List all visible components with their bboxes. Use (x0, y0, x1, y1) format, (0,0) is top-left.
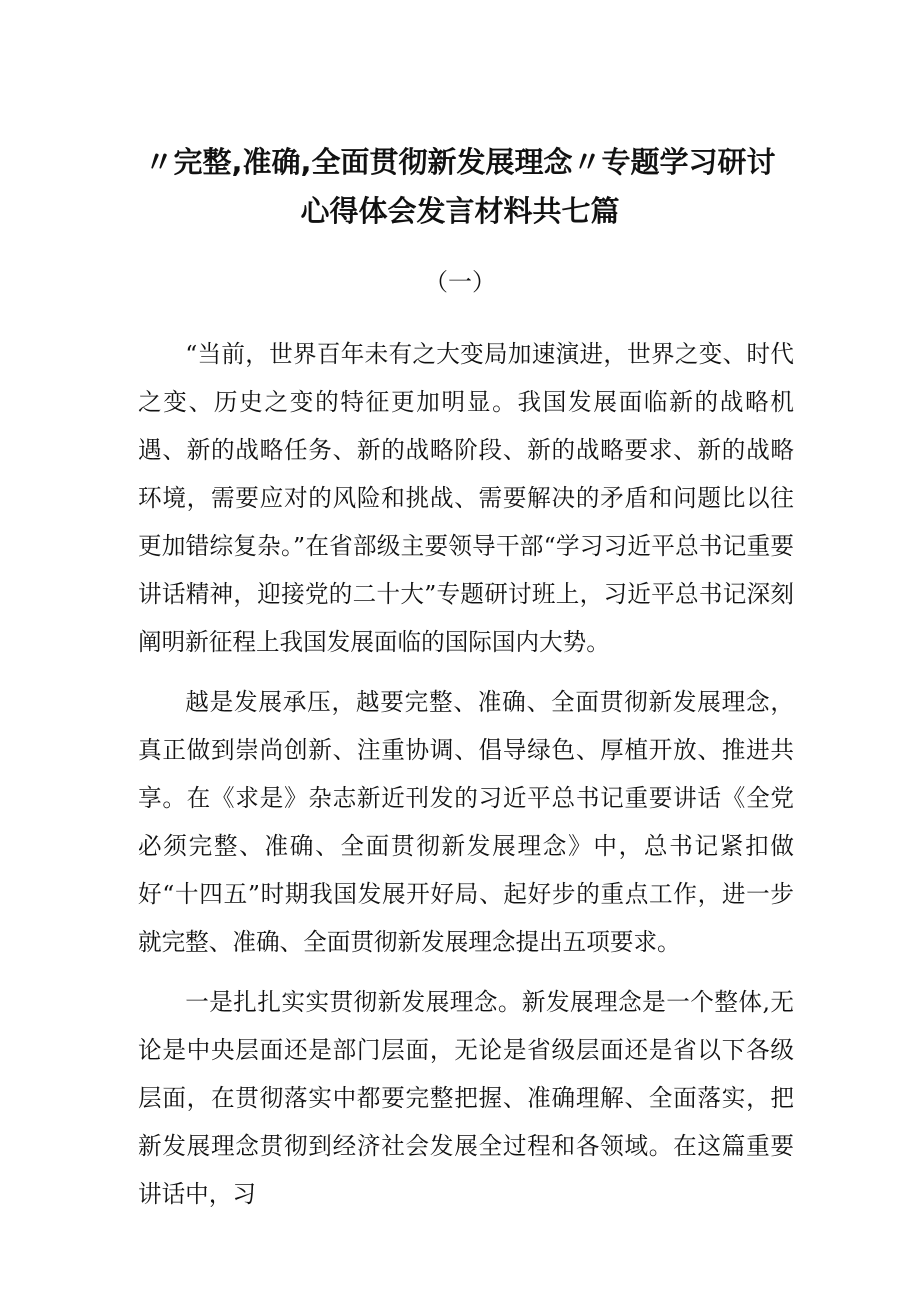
body-paragraph-1: “当前，世界百年未有之大变局加速演进，世界之变、时代之变、历史之变的特征更加明显。我国发展面临新的战略机遇、新的战略任务、新的战略阶段、新的战略要求、新的战略环境，需要应对的风险和挑战、需要解决的矛盾和问题比以往更加错综复杂。”在省部级主要领导干部“学习习近平总书记重要讲话精神，迎接党的二十大”专题研讨班上，习近平总书记深刻阐明新征程上我国发展面临的国际国内大势。 (138, 340, 794, 656)
body-paragraph-3: 一是扎扎实实贯彻新发展理念。新发展理念是一个整体,无论是中央层面还是部门层面，无论是省级层面还是省以下各级层面，在贯彻落实中都要完整把握、准确理解、全面落实，把新发展理念贯彻到经济社会发展全过程和各领域。在这篇重要讲话中，习 (138, 988, 794, 1208)
document-title-line-1: 〃完整,准确,全面贯彻新发展理念〃专题学习研讨 (144, 145, 776, 179)
section-heading: （一） (424, 268, 496, 296)
document-title-line-2: 心得体会发言材料共七篇 (300, 194, 620, 228)
body-paragraph-2: 越是发展承压，越要完整、准确、全面贯彻新发展理念，真正做到崇尚创新、注重协调、倡导绿色、厚植开放、推进共享。在《求是》杂志新近刊发的习近平总书记重要讲话《全党必须完整、准确、全面贯彻新发展理念》中，总书记紧扣做好“十四五”时期我国发展开好局、起好步的重点工作，进一步就完整、准确、全面贯彻新发展理念提出五项要求。 (138, 688, 794, 956)
